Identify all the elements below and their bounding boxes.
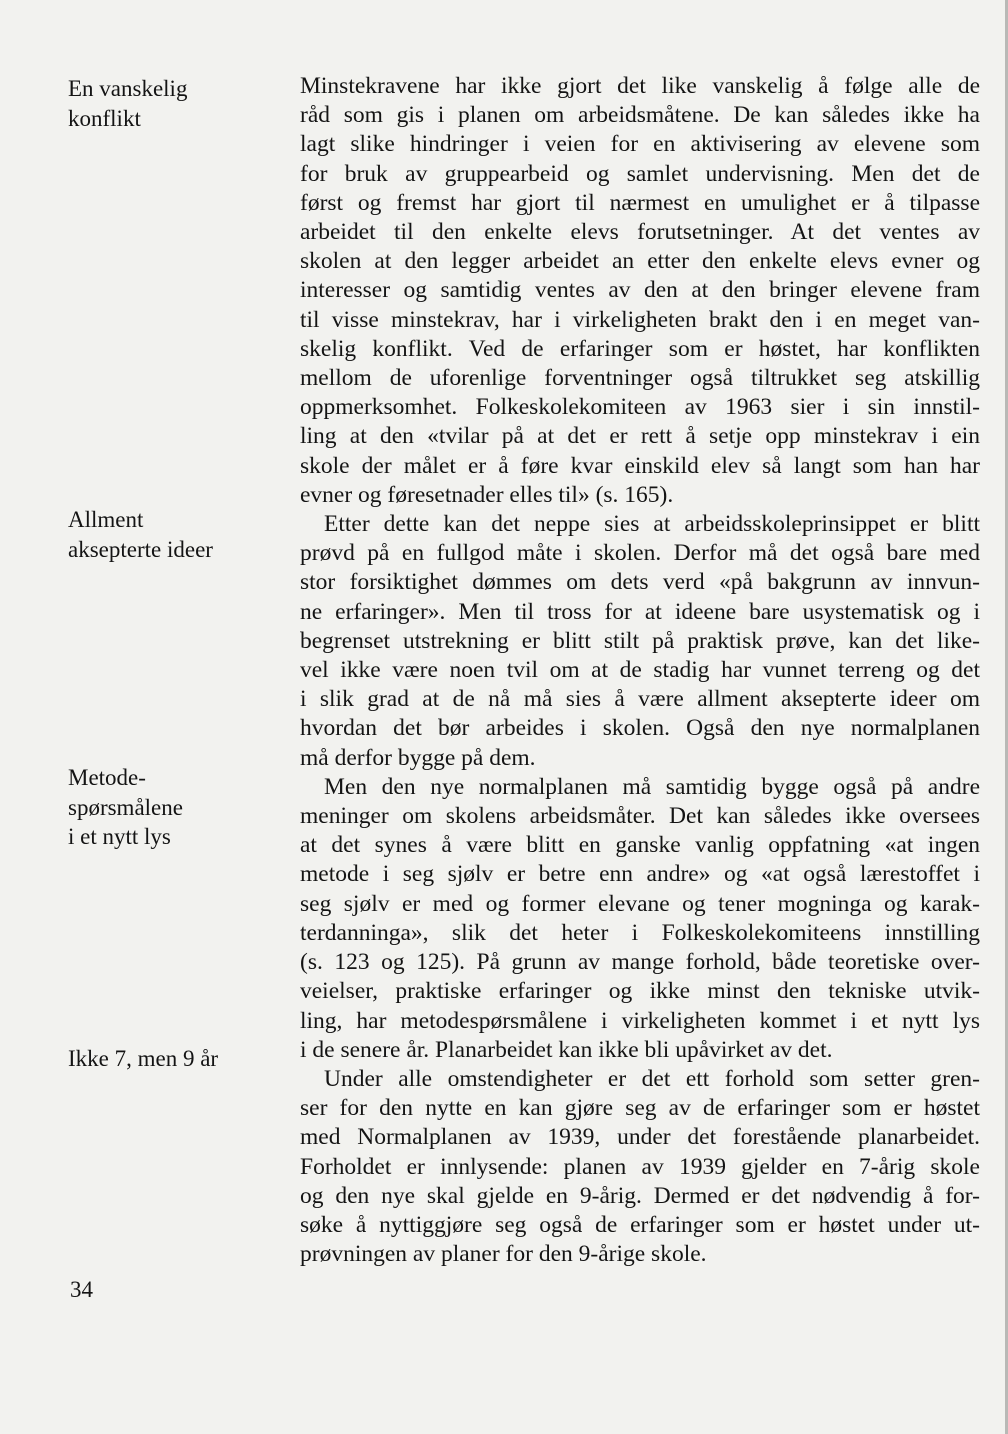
text-line: terdanninga», slik det heter i Folkeskolekomiteens innstilling [300,919,980,946]
page-number: 34 [70,1277,93,1302]
text-line: ne erfaringer». Men til tross for at ideene bare usystematisk og i [300,598,980,625]
text-line: prøvningen av planer for den 9-årige skole. [300,1241,707,1268]
text-line: Under alle omstendigheter er det ett forhold som setter gren- [324,1065,980,1092]
text-line: Men den nye normalplanen må samtidig bygge også på andre [324,773,980,800]
text-line: seg sjølv er med og former elevane og tener mogninga og karak- [300,890,980,917]
text-line: til visse minstekrav, har i virkeligheten brakt den i en meget van- [300,306,980,333]
margin-note-line: Ikke 7, men 9 år [68,1046,219,1071]
text-line: vel ikke være noen tvil om at de stadig har vunnet terreng og det [300,657,980,684]
text-line: skolen at den legger arbeidet an etter den enkelte elevs evner og [300,248,980,275]
text-line: skelig konflikt. Ved de erfaringer som er høstet, har konflikten [300,335,980,362]
margin-note-allment-aksepterte-ideer [68,505,283,564]
margin-note-line: konflikt [68,105,141,131]
text-line: hvordan det bør arbeides i skolen. Også den nye normalplanen [300,715,980,742]
paragraph-1 [300,72,980,510]
margin-note-line: aksepterte ideer [68,536,213,562]
paragraph-3 [300,773,980,1065]
text-line: først og fremst har gjort til nærmest en umulighet er å tilpasse [300,189,980,216]
text-line: skole der målet er å føre kvar einskild elev så langt som han har [300,452,980,479]
text-line: i de senere år. Planarbeidet kan ikke bli upåvirket av det. [300,1036,833,1063]
margin-note-metodesporsmalene [68,763,283,852]
margin-note-line: i et nytt lys [68,824,171,849]
text-line: i slik grad at de nå må sies å være allment aksepterte ideer om [300,686,980,713]
text-line: interesser og samtidig ventes av den at den bringer elevene fram [300,277,980,304]
text-line: Etter dette kan det neppe sies at arbeidsskoleprinsippet er blitt [324,511,980,538]
text-line: og den nye skal gjelde en 9-årig. Dermed er det nødvendig å for- [300,1182,980,1209]
text-line: for bruk av gruppearbeid og samlet undervisning. Men det de [300,160,980,187]
text-line: Minstekravene har ikke gjort det like vanskelig å følge alle de [300,73,980,99]
text-line: oppmerksomhet. Folkeskolekomiteen av 1963 sier i sin innstil- [300,394,980,421]
paragraph-4 [300,1065,980,1269]
text-line: ling at den «tvilar på at det er rett å setje opp minstekrav i ein [300,423,980,450]
margin-note-line: En vanskelig [68,76,188,101]
text-line: ling, har metodespørsmålene i virkeligheten kommet i et nytt lys [300,1007,980,1034]
text-line: må derfor bygge på dem. [300,744,536,771]
text-line: (s. 123 og 125). På grunn av mange forhold, både teoretiske over- [300,949,980,976]
text-line: evner og føresetnader elles til» (s. 165). [300,481,674,508]
text-line: at det synes å være blitt en ganske vanlig oppfatning «at ingen [300,832,980,859]
text-line: med Normalplanen av 1939, under det forestående planarbeidet. [300,1124,980,1151]
margin-note-ikke-7-men-9-ar [68,1044,283,1074]
text-line: søke å nyttiggjøre seg også de erfaringer som er høstet under ut- [300,1211,980,1238]
body-text [300,72,980,1269]
text-line: metode i seg sjølv er betre enn andre» og «at også lærestoffet i [300,861,980,888]
text-line: veielser, praktiske erfaringer og ikke minst den tekniske utvik- [300,978,980,1005]
paragraph-2 [300,510,980,773]
text-line: stor forsiktighet dømmes om dets verd «på bakgrunn av innvun- [300,569,980,596]
text-line: begrenset utstrekning er blitt stilt på praktisk prøve, kan det like- [300,627,980,654]
text-line: mellom de uforenlige forventninger også tiltrukket seg atskillig [300,365,980,392]
text-line: ser for den nytte en kan gjøre seg av de erfaringer som er høstet [300,1095,980,1122]
margin-note-line: Allment [68,507,144,532]
margin-note-en-vanskelig-konflikt [68,74,283,133]
text-line: Forholdet er innlysende: planen av 1939 gjelder en 7-årig skole [300,1153,980,1180]
text-line: arbeidet til den enkelte elevs forutsetninger. At det ventes av [300,219,980,246]
text-line: prøvd på en fullgod måte i skolen. Derfor må det også bare med [300,540,980,567]
text-line: lagt slike hindringer i veien for en aktivisering av elevene som [300,131,980,158]
text-line: meninger om skolens arbeidsmåter. Det kan således ikke oversees [300,803,980,830]
margin-note-line: Metode- [68,765,146,790]
text-line: råd som gis i planen om arbeidsmåtene. De kan således ikke ha [300,102,980,129]
margin-note-line: spørsmålene [68,794,183,820]
